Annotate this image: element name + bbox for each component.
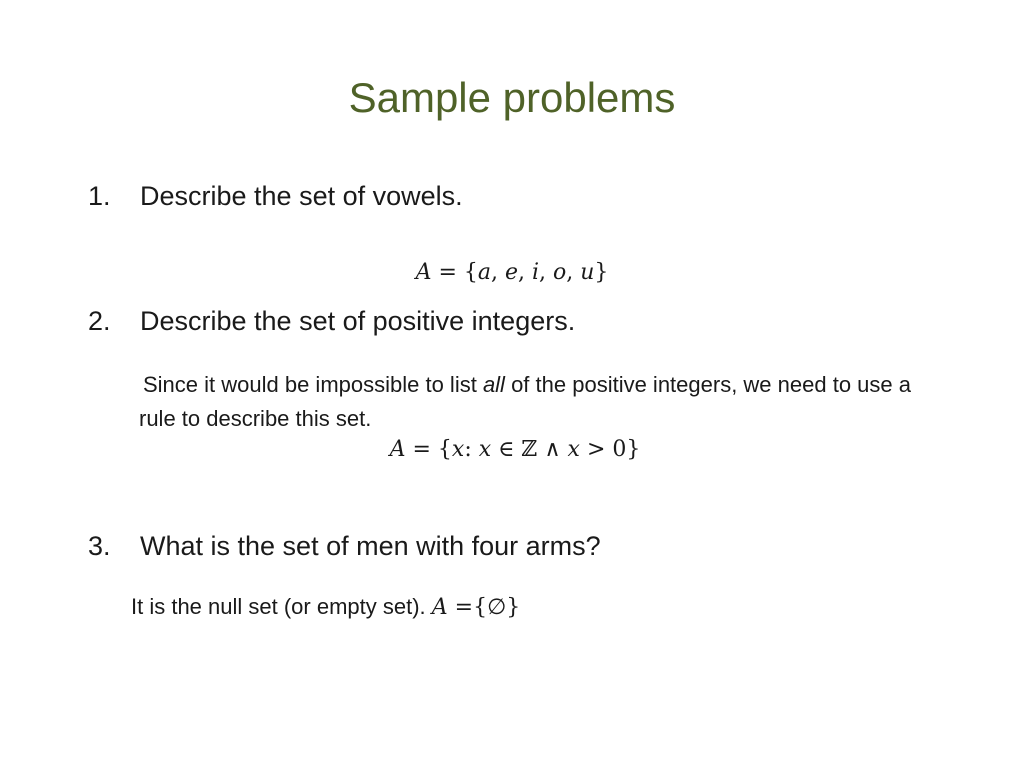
problem-2-formula: 𝐴 = {𝑥: 𝑥 ∈ ℤ ∧ 𝑥 > 0} [389,437,641,462]
problem-1 [88,181,463,212]
problem-3-answer-text: It is the null set (or empty set). [131,594,432,619]
problem-2-explanation-end: of the positive integers, we need to use a rule to describe this set. [139,372,911,431]
problem-3-question: What is the set of men with four arms? [140,531,601,561]
problem-2-explanation-emphasis: all [482,372,505,397]
problem-3-answer [131,594,520,620]
problem-2-explanation [139,368,929,436]
problem-1-number: 1. [88,181,111,211]
problem-3-number: 3. [88,531,111,561]
problem-2-question: Describe the set of positive integers. [140,306,576,336]
problem-2 [88,306,575,337]
problem-1-formula: 𝐴 = {𝑎, 𝑒, 𝑖, 𝑜, 𝑢} [415,260,609,285]
problem-2-explanation-start: Since it would be impossible to list [143,372,483,397]
problem-2-number: 2. [88,306,111,336]
problem-3 [88,531,601,562]
problem-3-answer-formula: 𝐴 ={∅} [431,595,521,620]
problem-1-question: Describe the set of vowels. [140,181,463,211]
slide-title: Sample problems [348,74,676,121]
